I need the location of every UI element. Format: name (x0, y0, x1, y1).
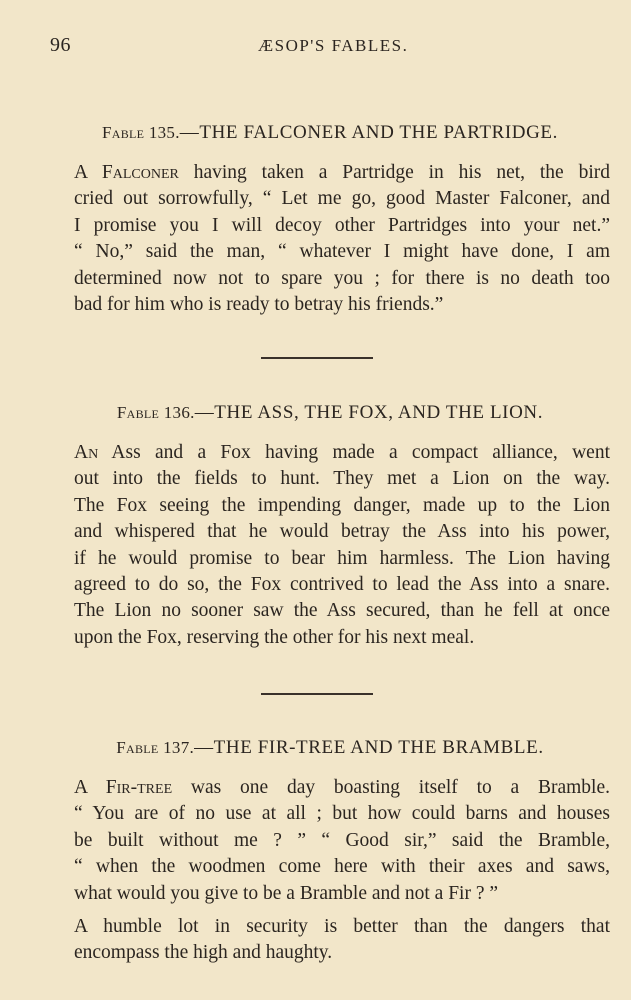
opening-words: An (74, 442, 99, 463)
fable-136 (50, 402, 610, 651)
text-line: encompass the high and haughty. (74, 942, 333, 964)
fable-text (50, 440, 610, 651)
text-line: The Lion no sooner saw the Ass secured, than he fell at once (74, 600, 610, 622)
text-line: cried out sorrowfully, “ Let me go, good Master Falconer, and (74, 188, 610, 210)
text-line: A Falconer having taken a Partridge in his net, the bird (74, 162, 610, 183)
fable-title: —THE ASS, THE FOX, AND THE LION. (194, 402, 544, 423)
fable-title: —THE FIR-TREE AND THE BRAMBLE. (194, 737, 544, 758)
fable-text (50, 775, 610, 907)
fable-number: Fable 136. (116, 403, 195, 422)
text-line: agreed to do so, the Fox contrived to lead the Ass into a snare. (74, 574, 610, 596)
text-line: A humble lot in security is better than the dangers that (74, 916, 610, 938)
text-line: The Fox seeing the impending danger, made up to the Lion (74, 494, 610, 516)
fable-number: Fable 135. (102, 123, 180, 142)
opening-words: A Fir-tree (74, 777, 173, 798)
text-line: be built without me ? ” “ Good sir,” said the Bramble, (74, 829, 610, 851)
section-divider (261, 357, 373, 359)
text-line: A Fir-tree was one day boasting itself to a Bramble. (74, 777, 610, 798)
fable-heading (50, 402, 610, 424)
text-line: out into the fields to hunt. They met a Lion on the way. (74, 468, 610, 490)
text-line: bad for him who is ready to betray his friends.” (74, 294, 444, 316)
text-line: determined now not to spare you ; for there is no death too (74, 267, 610, 289)
text-line: “ No,” said the man, “ whatever I might have done, I am (74, 241, 610, 263)
fable-moral (50, 914, 610, 967)
text-line: An Ass and a Fox having made a compact alliance, went (74, 442, 610, 463)
fable-135 (50, 122, 610, 318)
running-head (50, 34, 610, 58)
text-line: what would you give to be a Bramble and not a Fir ? ” (74, 882, 499, 904)
page-number: 96 (50, 34, 71, 56)
text-line: and whispered that he would betray the Ass into his power, (74, 521, 610, 543)
text-line: upon the Fox, reserving the other for his next meal. (74, 626, 475, 648)
text-line: if he would promise to bear him harmless. The Lion having (74, 547, 610, 569)
fable-title: —THE FALCONER AND THE PARTRIDGE. (179, 122, 558, 143)
running-title: ÆSOP'S FABLES. (258, 36, 409, 55)
fable-heading (50, 122, 610, 144)
text-line: I promise you I will decoy other Partridges into your net.” (74, 214, 610, 236)
opening-words: A Falconer (74, 162, 179, 183)
fable-137 (50, 737, 610, 967)
text-line: “ when the woodmen come here with their axes and saws, (74, 856, 610, 878)
text-line: “ You are of no use at all ; but how could barns and houses (74, 803, 610, 825)
fable-heading (50, 737, 610, 759)
fable-number: Fable 137. (116, 738, 195, 757)
section-divider (261, 693, 373, 695)
fable-text (50, 160, 610, 318)
